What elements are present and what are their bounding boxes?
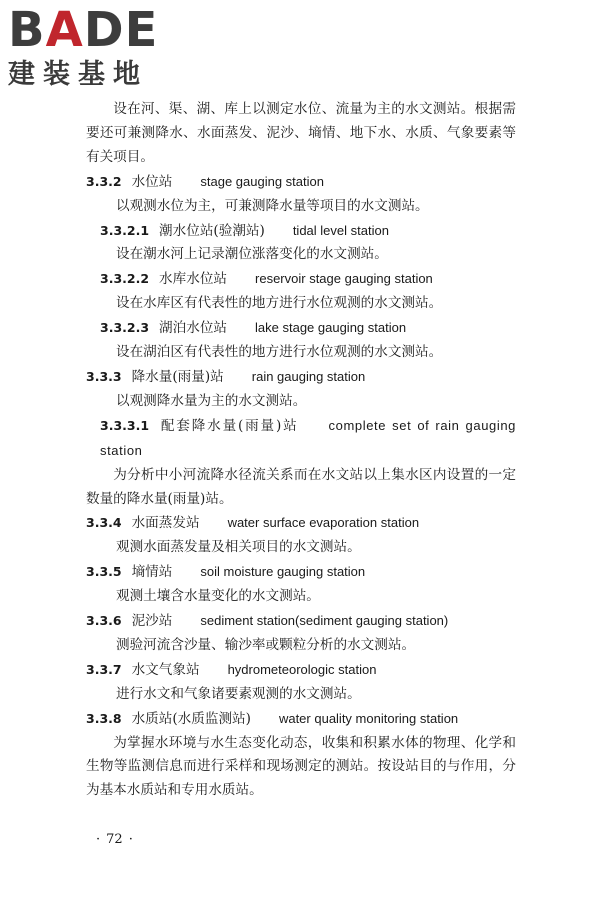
term-definition: 设在潮水河上记录潮位涨落变化的水文测站。 [116, 246, 388, 263]
term-english: water quality monitoring station [278, 710, 459, 726]
term-definition: 为分析中小河流降水径流关系而在水文站以上集水区内设置的一定数量的降水量(雨量)站。 [86, 466, 516, 507]
term-definition: 设在湖泊区有代表性的地方进行水位观测的水文测站。 [116, 344, 443, 361]
term-number: 3.3.3 [86, 368, 122, 384]
logo-wordmark [8, 4, 178, 56]
term-entry [86, 316, 516, 341]
page-number-dot: · [128, 832, 133, 847]
term-chinese: 水文气象站 [131, 661, 200, 678]
term-chinese: 降水量(雨量)站 [131, 368, 224, 385]
term-entry [86, 511, 516, 536]
term-definition: 观测土壤含水量变化的水文测站。 [116, 588, 320, 605]
term-chinese: 湖泊水位站 [159, 320, 228, 337]
term-entry [86, 560, 516, 585]
term-definition: 测验河流含沙量、输沙率或颗粒分析的水文测站。 [116, 636, 416, 653]
term-english: lake stage gauging station [255, 320, 407, 336]
term-number: 3.3.2.3 [100, 320, 150, 336]
term-definition: 观测水面蒸发量及相关项目的水文测站。 [116, 539, 361, 556]
page-number [90, 832, 139, 847]
term-definition: 设在水库区有代表性的地方进行水位观测的水文测站。 [116, 295, 443, 312]
term-number: 3.3.2.2 [100, 271, 150, 287]
term-entry [86, 658, 516, 683]
term-english: stage gauging station [200, 173, 324, 189]
logo-letter: B [8, 2, 46, 58]
term-entry [86, 609, 516, 634]
term-number: 3.3.7 [86, 661, 122, 677]
term-chinese: 水库水位站 [159, 271, 228, 288]
term-number: 3.3.6 [86, 613, 122, 629]
intro-paragraph: 设在河、渠、湖、库上以测定水位、流量为主的水文测站。根据需要还可兼测降水、水面蒸发、泥沙、墒情、地下水、水质、气象要素等有关项目。 [86, 101, 516, 165]
term-chinese: 配套降水量(雨量)站 [159, 417, 299, 434]
logo-letter-accent: A [45, 2, 84, 58]
logo-subtitle: 建装基地 [8, 59, 148, 90]
document-body [86, 98, 516, 803]
term-definition: 为掌握水环境与水生态变化动态，收集和积累水体的物理、化学和生物等监测信息而进行采样和现场测定的测站。按设站目的与作用，分为基本水质站和专用水质站。 [86, 734, 516, 799]
page-number-value: 72 [106, 832, 123, 847]
term-english: soil moisture gauging station [200, 564, 366, 580]
term-definition: 进行水文和气象诸要素观测的水文测站。 [116, 685, 361, 702]
term-chinese: 水位站 [131, 173, 173, 190]
term-chinese: 潮水位站(验潮站) [159, 222, 265, 239]
term-english: tidal level station [292, 222, 389, 238]
page-number-dot: · [96, 832, 101, 847]
term-chinese: 墒情站 [131, 564, 173, 581]
term-number: 3.3.5 [86, 564, 122, 580]
term-english: sediment station(sediment gauging station) [200, 613, 449, 629]
logo [8, 4, 178, 96]
term-definition: 以观测降水量为主的水文测站。 [116, 392, 307, 409]
logo-letters: DE [83, 2, 159, 58]
term-number: 3.3.2.1 [100, 222, 150, 238]
term-entry [86, 170, 516, 195]
term-entry [86, 267, 516, 292]
term-number: 3.3.3.1 [100, 417, 150, 433]
term-entry [86, 414, 516, 464]
term-number: 3.3.2 [86, 173, 122, 189]
term-number: 3.3.8 [86, 710, 122, 726]
term-chinese: 水面蒸发站 [131, 515, 200, 532]
term-english: water surface evaporation station [227, 515, 420, 531]
term-entry [86, 219, 516, 244]
term-english: hydrometeorologic station [227, 661, 377, 677]
term-entry [86, 707, 516, 732]
term-chinese: 水质站(水质监测站) [131, 710, 251, 727]
term-entry [86, 365, 516, 390]
term-english: rain gauging station [251, 368, 366, 384]
term-number: 3.3.4 [86, 515, 122, 531]
term-english: reservoir stage gauging station [255, 271, 433, 287]
term-english: complete set of rain gauging station [100, 417, 516, 458]
term-definition: 以观测水位为主，可兼测降水量等项目的水文测站。 [116, 197, 429, 214]
term-chinese: 泥沙站 [131, 613, 173, 630]
